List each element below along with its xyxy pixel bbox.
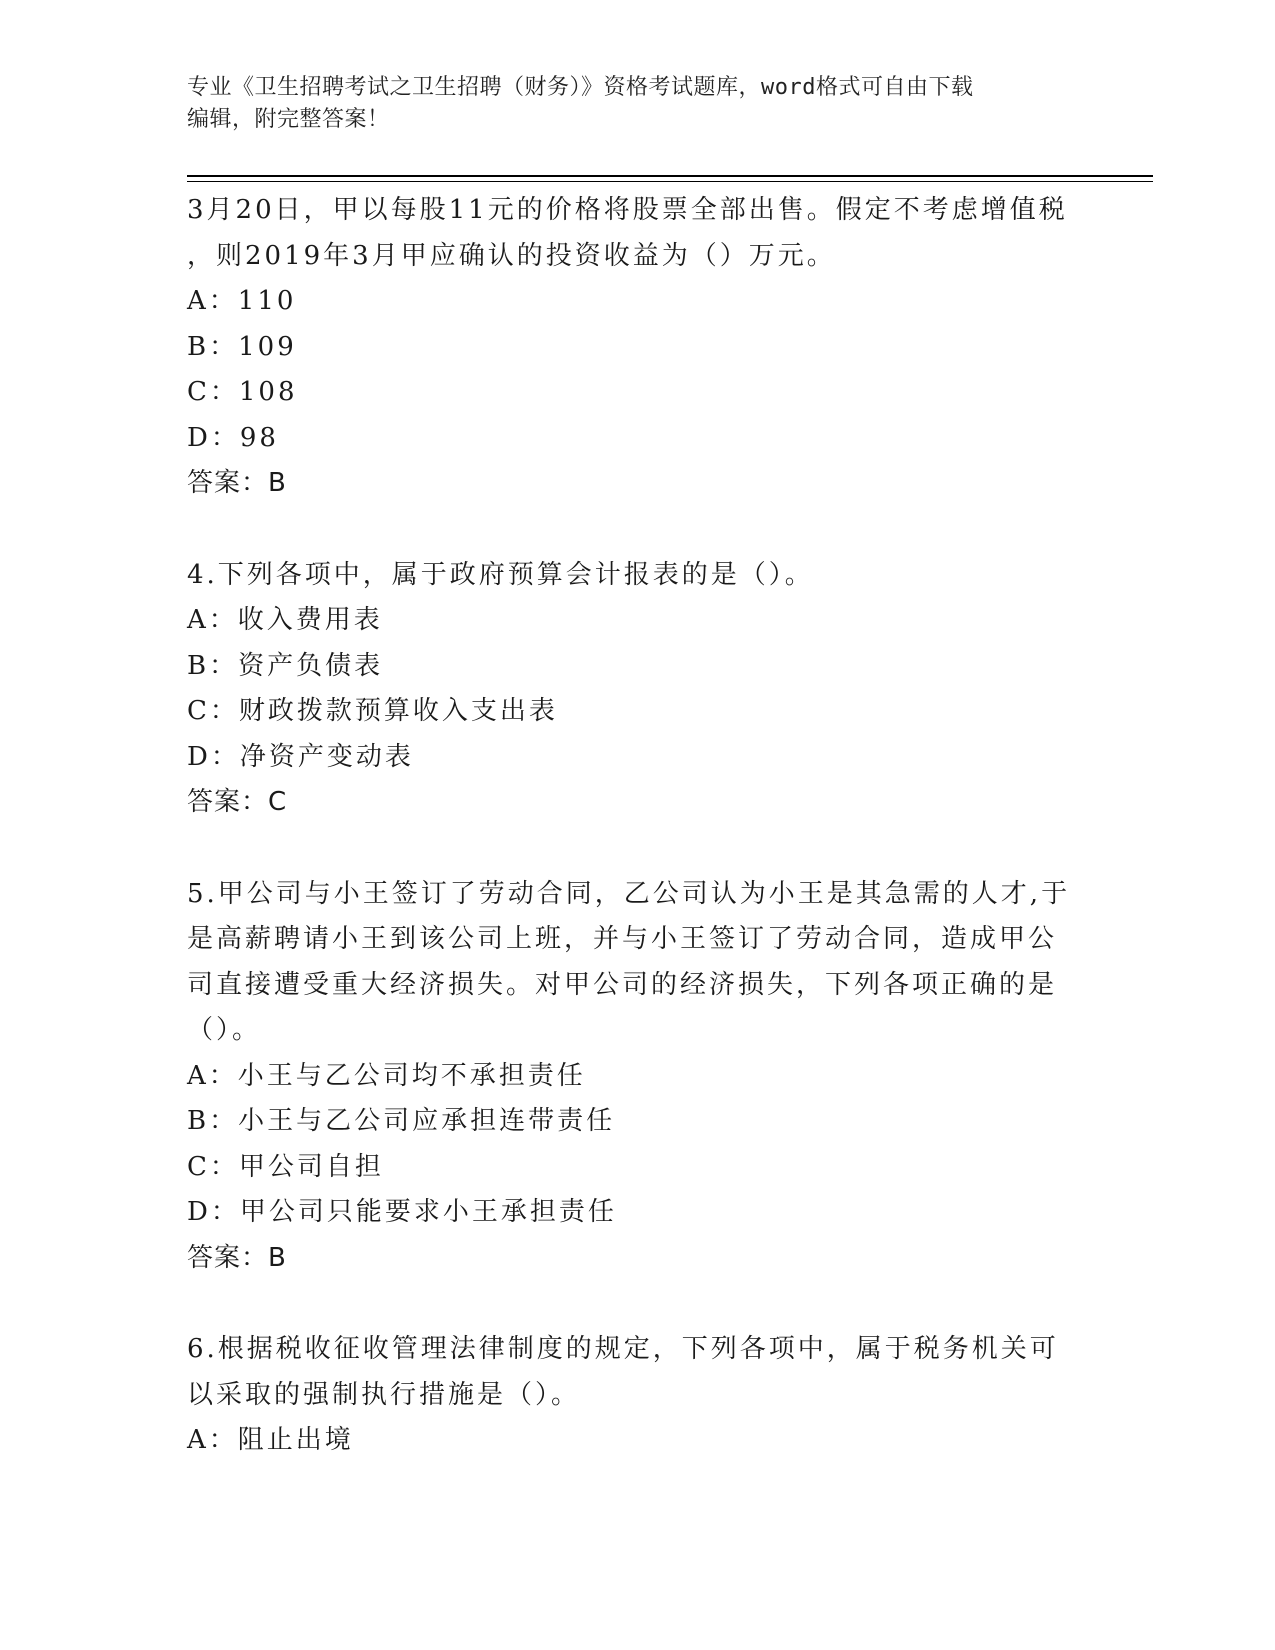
question-stem-line: 4.下列各项中，属于政府预算会计报表的是（）。 bbox=[187, 559, 814, 590]
answer-line: 答案：B bbox=[187, 1242, 287, 1273]
question-stem-line: 3月20日，甲以每股11元的价格将股票全部出售。假定不考虑增值税 bbox=[187, 195, 1068, 225]
header-rule-thick bbox=[187, 175, 1153, 177]
question-stem-line: 是高薪聘请小王到该公司上班，并与小王签订了劳动合同，造成甲公 bbox=[187, 924, 1058, 954]
document-header bbox=[187, 72, 1067, 136]
option-c: C：甲公司自担 bbox=[187, 1151, 384, 1182]
question-stem-line: 以采取的强制执行措施是（）。 bbox=[187, 1379, 581, 1410]
option-d: D：98 bbox=[187, 422, 279, 453]
option-c: C：108 bbox=[187, 377, 298, 407]
question-spacer bbox=[187, 826, 1087, 872]
option-c: C：财政拨款预算收入支出表 bbox=[187, 696, 558, 726]
question-stem-line: （）。 bbox=[187, 1015, 262, 1045]
question-list bbox=[187, 188, 1087, 1464]
question-spacer bbox=[187, 507, 1087, 553]
option-a: A：收入费用表 bbox=[187, 605, 383, 635]
question-6 bbox=[187, 1327, 1087, 1464]
question-spacer bbox=[187, 1281, 1087, 1327]
header-rule-thin bbox=[187, 181, 1153, 182]
option-b: B：小王与乙公司应承担连带责任 bbox=[187, 1106, 616, 1136]
option-a: A：110 bbox=[187, 286, 297, 316]
header-line-2: 编辑，附完整答案！ bbox=[187, 107, 390, 132]
question-4 bbox=[187, 553, 1087, 826]
option-d: D：甲公司只能要求小王承担责任 bbox=[187, 1197, 617, 1227]
option-d: D：净资产变动表 bbox=[187, 741, 414, 772]
option-a: A：小王与乙公司均不承担责任 bbox=[187, 1060, 586, 1091]
question-stem-line: 5.甲公司与小王签订了劳动合同，乙公司认为小王是其急需的人才,于 bbox=[187, 878, 1071, 909]
option-a: A：阻止出境 bbox=[187, 1425, 354, 1455]
question-stem-line: 6.根据税收征收管理法律制度的规定，下列各项中，属于税务机关可 bbox=[187, 1334, 1059, 1364]
answer-line: 答案：C bbox=[187, 787, 288, 817]
option-b: B：109 bbox=[187, 331, 297, 362]
question-3 bbox=[187, 188, 1087, 507]
header-line-1: 专业《卫生招聘考试之卫生招聘（财务）》资格考试题库，word格式可自由下载 bbox=[187, 75, 974, 100]
question-5 bbox=[187, 872, 1087, 1282]
question-stem-line: ，则2019年3月甲应确认的投资收益为（）万元。 bbox=[187, 240, 836, 271]
option-b: B：资产负债表 bbox=[187, 650, 384, 681]
answer-line: 答案：B bbox=[187, 468, 287, 498]
question-stem-line: 司直接遭受重大经济损失。对甲公司的经济损失，下列各项正确的是 bbox=[187, 969, 1058, 1000]
